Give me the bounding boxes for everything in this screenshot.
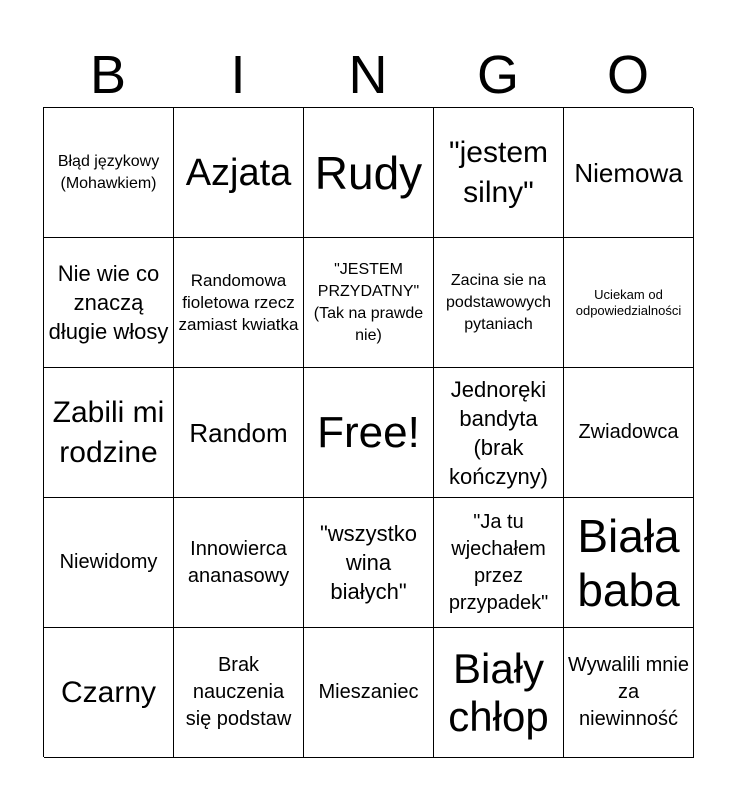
bingo-cell-text: Niewidomy bbox=[59, 551, 158, 573]
bingo-cell[interactable] bbox=[44, 108, 174, 238]
bingo-cell[interactable] bbox=[564, 108, 694, 238]
bingo-cell-text: Nie wie co znaczą długie włosy bbox=[48, 261, 169, 344]
bingo-cell[interactable] bbox=[304, 498, 434, 628]
bingo-cell-text: Uciekam od odpowiedzialności bbox=[575, 286, 682, 318]
bingo-cell-text: "jestem silny" bbox=[448, 135, 548, 209]
bingo-cell-text: Czarny bbox=[60, 675, 157, 709]
bingo-header bbox=[43, 44, 693, 106]
bingo-cell[interactable] bbox=[564, 628, 694, 758]
bingo-cell[interactable] bbox=[304, 238, 434, 368]
bingo-cell[interactable] bbox=[174, 108, 304, 238]
bingo-cell-text: Zabili mi rodzine bbox=[52, 395, 165, 469]
bingo-cell[interactable] bbox=[434, 238, 564, 368]
bingo-cell[interactable] bbox=[434, 628, 564, 758]
bingo-cell[interactable] bbox=[564, 238, 694, 368]
bingo-cell[interactable] bbox=[174, 368, 304, 498]
bingo-cell-text: "Ja tu wjechałem przez przypadek" bbox=[448, 510, 549, 614]
bingo-cell[interactable] bbox=[434, 108, 564, 238]
bingo-cell-text: Jednoręki bandyta (brak kończyny) bbox=[448, 376, 549, 489]
header-letter-n: N bbox=[348, 45, 388, 105]
bingo-cell-text: Random bbox=[189, 417, 288, 448]
free-space-text: Free! bbox=[317, 407, 420, 457]
bingo-cell-text: "JESTEM PRZYDATNY" (Tak na prawde nie) bbox=[313, 260, 424, 344]
bingo-cell-text: Mieszaniec bbox=[318, 681, 419, 703]
bingo-cell[interactable] bbox=[304, 108, 434, 238]
bingo-cell-text: Niemowa bbox=[574, 157, 683, 188]
bingo-cell[interactable] bbox=[44, 238, 174, 368]
bingo-cell-text: "wszystko wina białych" bbox=[319, 521, 418, 604]
bingo-cell-text: Brak nauczenia się podstaw bbox=[185, 654, 292, 730]
header-letter-b: B bbox=[89, 45, 127, 105]
bingo-cell-text: Zwiadowca bbox=[578, 421, 679, 443]
bingo-cell-text: Zacina sie na podstawowych pytaniach bbox=[446, 271, 551, 333]
bingo-cell[interactable] bbox=[564, 498, 694, 628]
bingo-cell[interactable] bbox=[564, 368, 694, 498]
bingo-cell[interactable] bbox=[44, 498, 174, 628]
bingo-cell[interactable] bbox=[434, 498, 564, 628]
bingo-cell[interactable] bbox=[44, 628, 174, 758]
bingo-cell[interactable] bbox=[174, 628, 304, 758]
bingo-cell-text: Wywalili mnie za niewinność bbox=[568, 654, 689, 730]
bingo-grid bbox=[43, 107, 693, 757]
header-letter-g: G bbox=[476, 45, 519, 105]
bingo-cell[interactable] bbox=[434, 368, 564, 498]
bingo-cell-text: Randomowa fioletowa rzecz zamiast kwiatka bbox=[178, 270, 299, 334]
bingo-cell[interactable] bbox=[304, 628, 434, 758]
bingo-cell[interactable] bbox=[44, 368, 174, 498]
free-space-cell[interactable] bbox=[304, 368, 434, 498]
bingo-cell[interactable] bbox=[174, 238, 304, 368]
bingo-cell-text: Rudy bbox=[314, 146, 423, 199]
bingo-cell[interactable] bbox=[174, 498, 304, 628]
bingo-cell-text: Biała baba bbox=[577, 509, 680, 616]
bingo-cell-text: Błąd językowy (Mohawkiem) bbox=[57, 152, 160, 192]
bingo-cell-text: Biały chłop bbox=[448, 644, 549, 740]
bingo-cell-text: Azjata bbox=[185, 151, 292, 194]
header-letter-o: O bbox=[606, 45, 649, 105]
bingo-cell-text: Innowierca ananasowy bbox=[187, 537, 290, 587]
header-letter-i: I bbox=[230, 45, 246, 105]
